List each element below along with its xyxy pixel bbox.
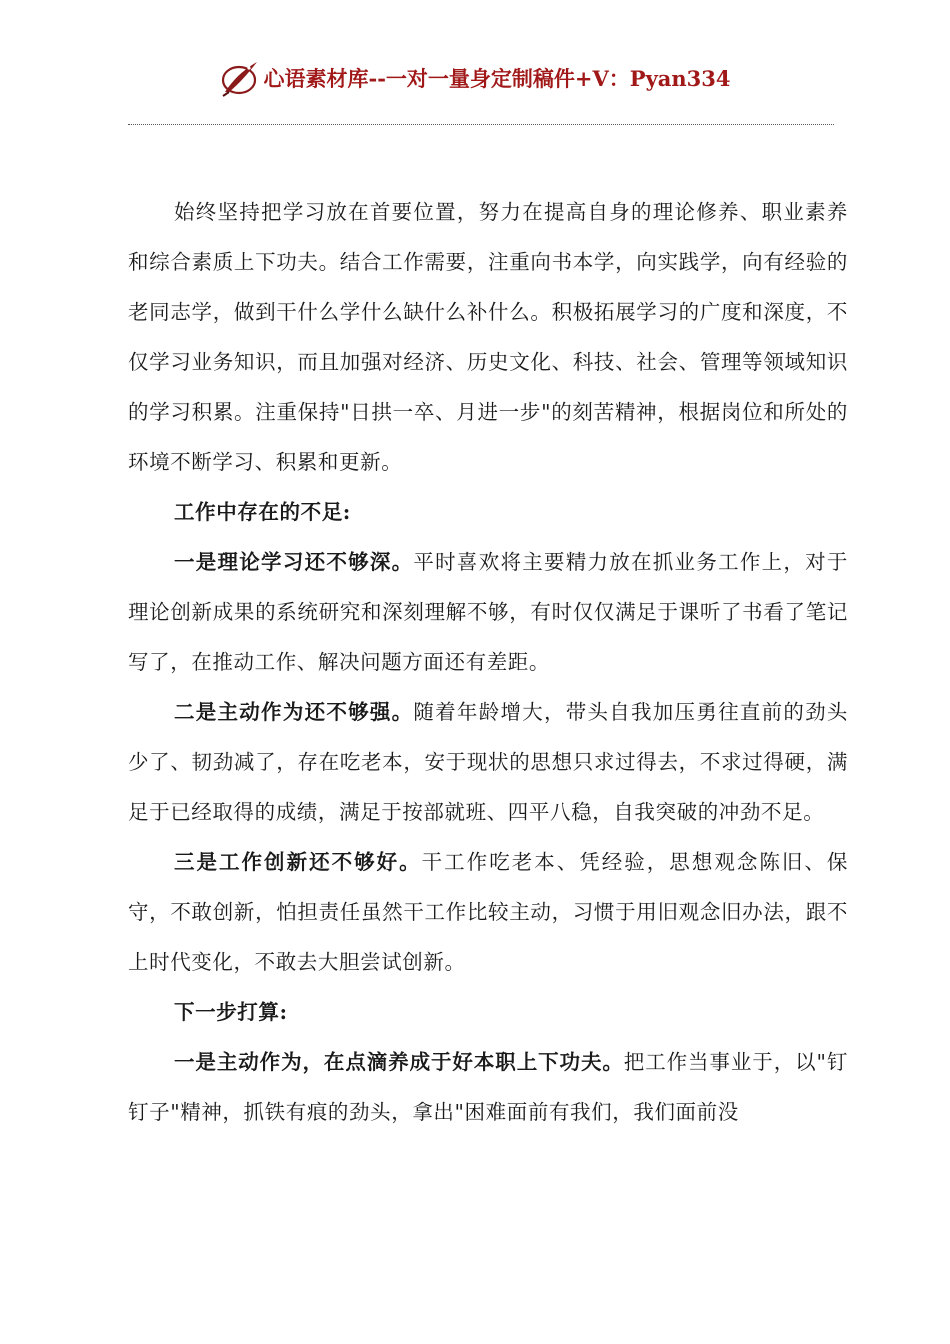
quill-pen-icon	[219, 58, 261, 98]
paragraph-shortcoming-1-lead: 一是理论学习还不够深。	[174, 550, 414, 574]
heading-next-steps: 下一步打算:	[174, 1000, 288, 1024]
page-header	[0, 58, 950, 108]
paragraph-plan-1	[128, 1037, 848, 1137]
paragraph-plan-1-lead: 一是主动作为，在点滴养成于好本职上下功夫。	[174, 1050, 624, 1074]
header-title: 心语素材库--一对一量身定制稿件+V：Pyan334	[263, 66, 731, 91]
heading-shortcomings: 工作中存在的不足:	[174, 500, 351, 524]
paragraph-shortcoming-1-text: 平时喜欢将主要精力放在抓业务工作上，对于理论创新成果的系统研究和深刻理解不够，有时仅仅满足于课听了书看了笔记写了，在推动工作、解决问题方面还有差距。	[128, 550, 849, 674]
paragraph-shortcoming-3-lead: 三是工作创新还不够好。	[174, 850, 422, 874]
paragraph-study: 始终坚持把学习放在首要位置，努力在提高自身的理论修养、职业素养和综合素质上下功夫。结合工作需要，注重向书本学，向实践学，向有经验的老同志学，做到干什么学什么缺什么补什么。积极拓展学习的广度和深度，不仅学习业务知识，而且加强对经济、历史文化、科技、社会、管理等领域知识的学习积累。注重保持"日拱一卒、月进一步"的刻苦精神，根据岗位和所处的环境不断学习、积累和更新。	[128, 200, 848, 474]
header-divider	[128, 124, 834, 125]
paragraph-shortcoming-2	[128, 687, 848, 837]
paragraph-shortcoming-3	[128, 837, 848, 987]
paragraph-shortcoming-3-text: 干工作吃老本、凭经验，思想观念陈旧、保守，不敢创新，怕担责任虽然干工作比较主动，习惯于用旧观念旧办法，跟不上时代变化，不敢去大胆尝试创新。	[128, 850, 848, 974]
document-body	[128, 187, 848, 1137]
paragraph-shortcoming-2-lead: 二是主动作为还不够强。	[174, 700, 414, 724]
header-inner	[219, 58, 730, 98]
paragraph-plan-1-text: 把工作当事业于，以"钉钉子"精神，抓铁有痕的劲头，拿出"困难面前有我们，我们面前没	[128, 1050, 848, 1124]
paragraph-shortcoming-1	[128, 537, 848, 687]
paragraph-shortcoming-2-text: 随着年龄增大，带头自我加压勇往直前的劲头少了、韧劲减了，存在吃老本，安于现状的思想只求过得去，不求过得硬，满足于已经取得的成绩，满足于按部就班、四平八稳，自我突破的冲劲不足。	[128, 700, 849, 824]
